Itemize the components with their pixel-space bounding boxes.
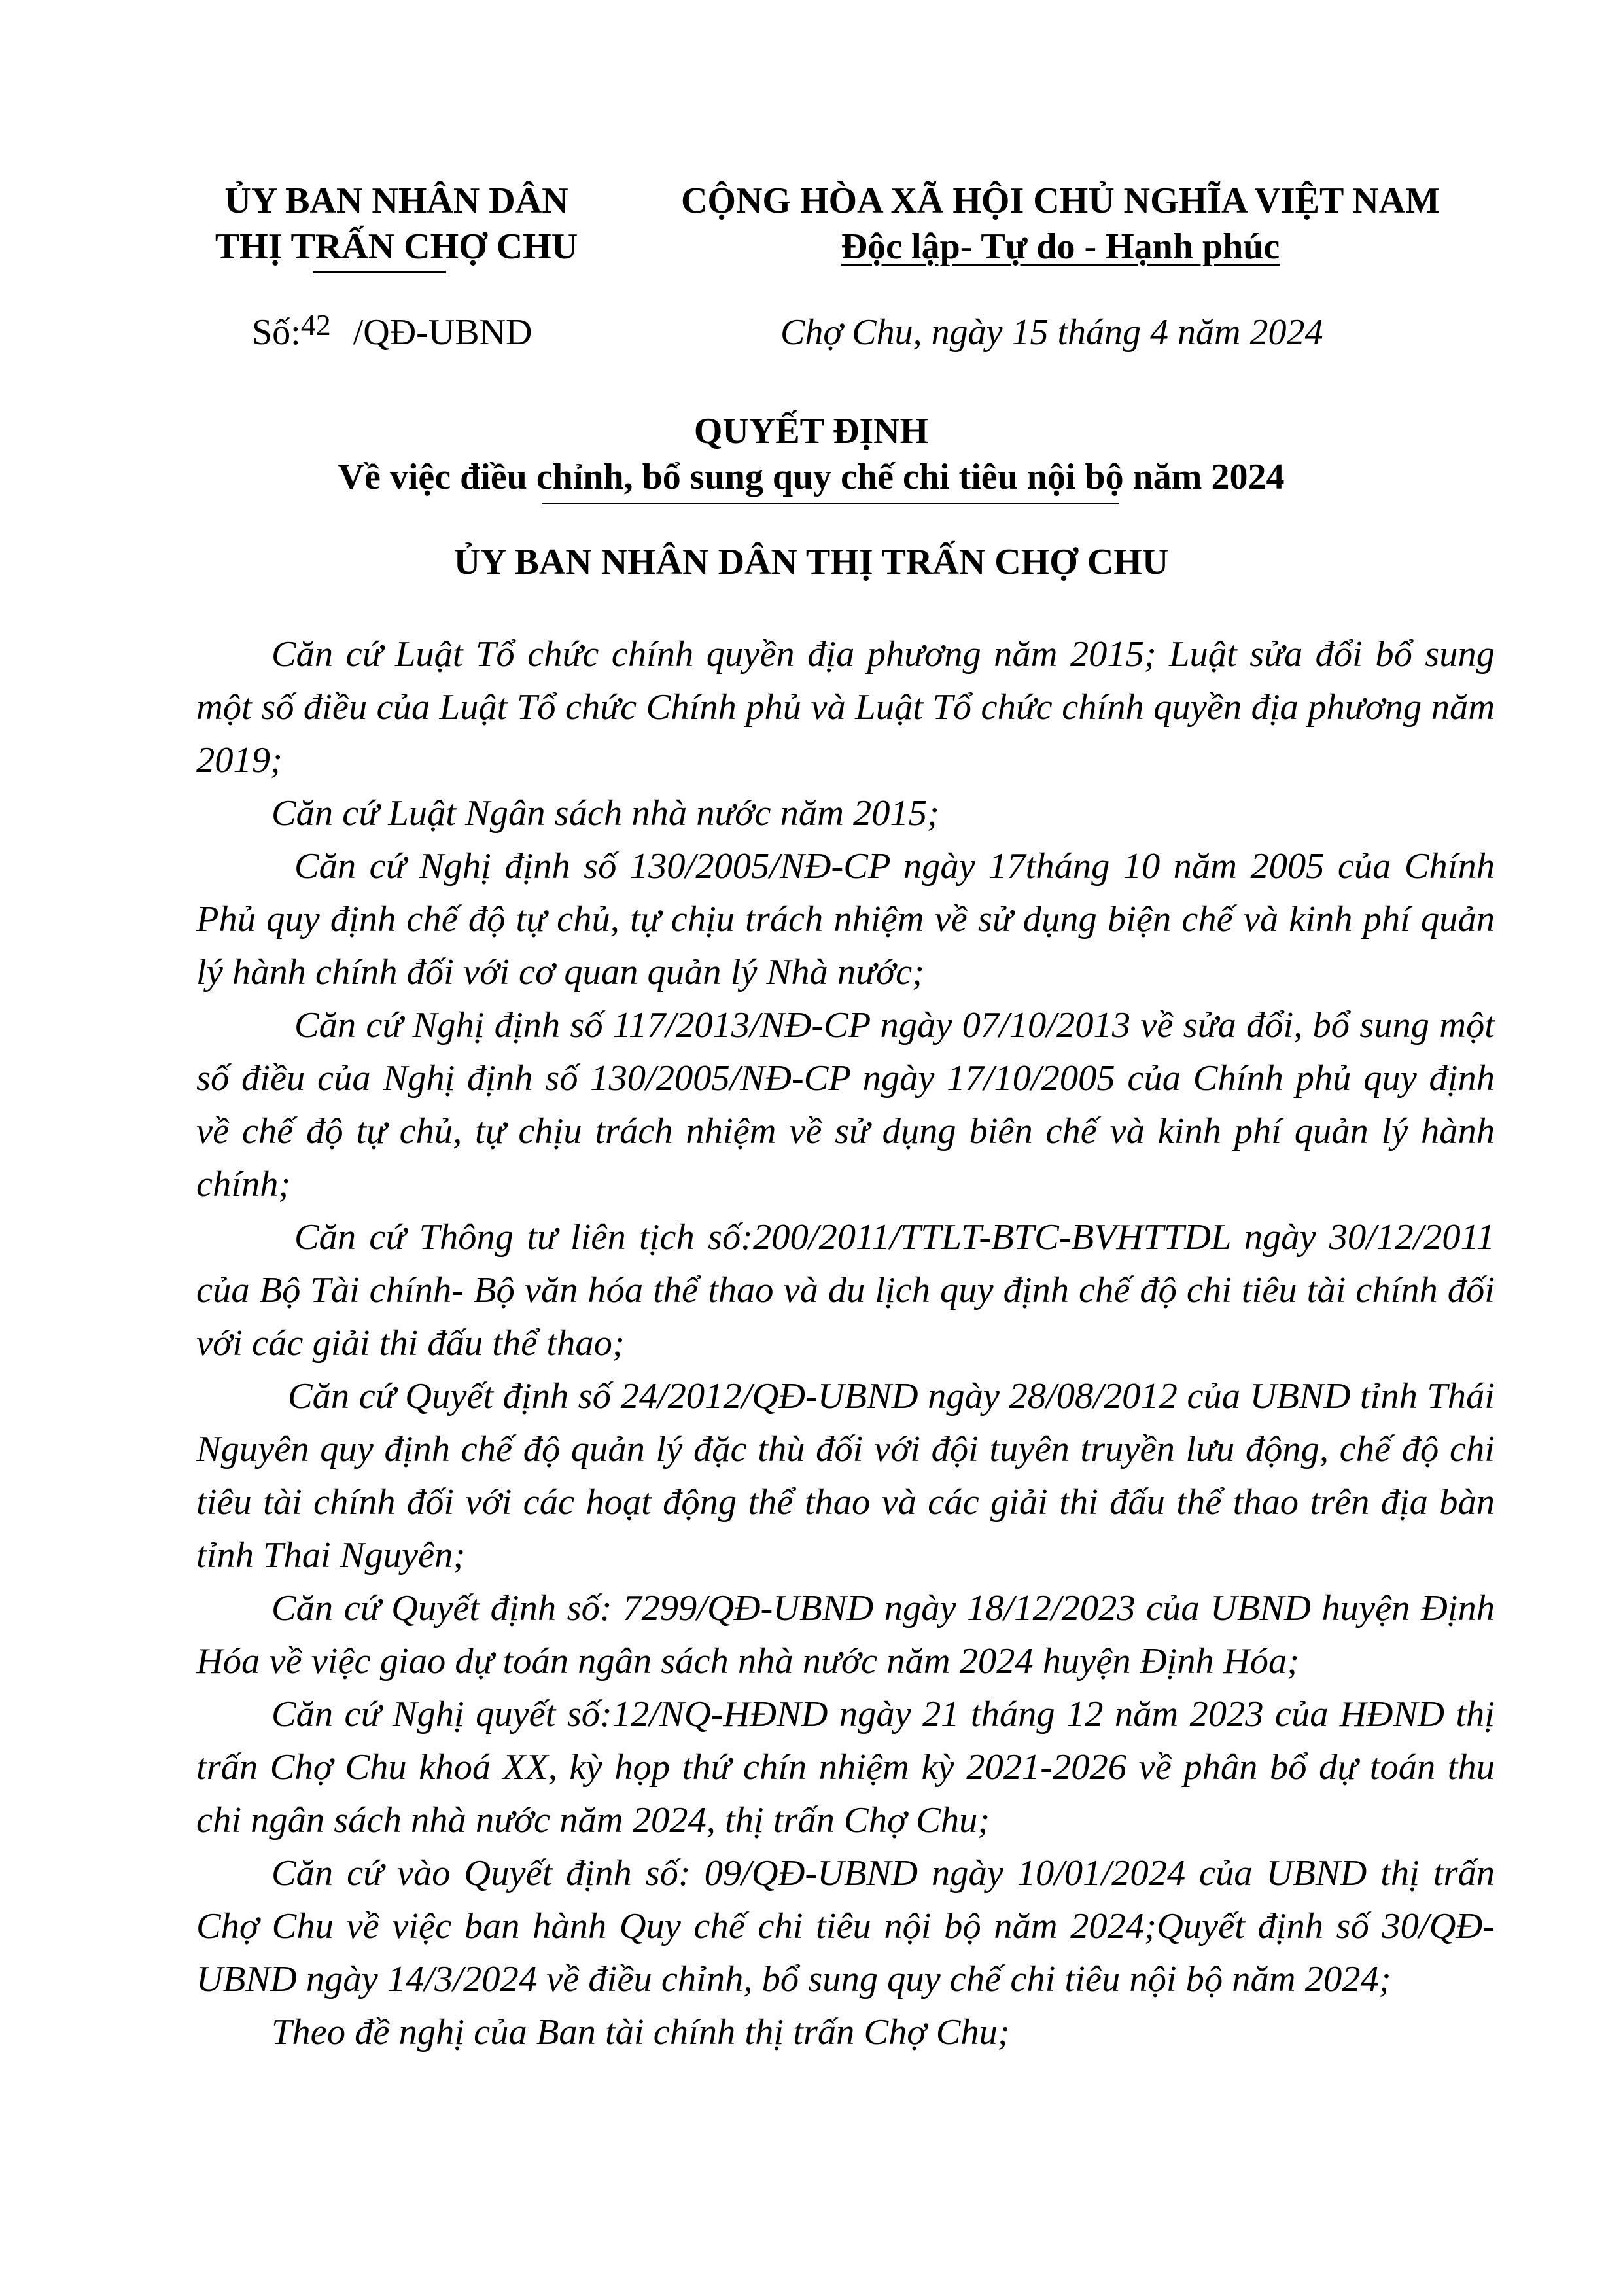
- legal-basis-section: [196, 628, 1495, 2059]
- org-underline: [313, 271, 446, 273]
- org-line-1: ỦY BAN NHÂN DÂN: [224, 181, 568, 221]
- legal-basis-paragraph: Căn cứ Luật Tổ chức chính quyền địa phương năm 2015; Luật sửa đổi bổ sung một số điều của Luật Tổ chức Chính phủ và Luật Tổ chức chính quyền địa phương năm 2019;: [196, 634, 1495, 781]
- decision-title: QUYẾT ĐỊNH: [693, 411, 929, 451]
- reference-suffix: /QĐ-UBND: [353, 312, 532, 353]
- legal-basis-paragraph: Căn cứ Nghị định số 117/2013/NĐ-CP ngày 07/10/2013 về sửa đổi, bổ sung một số điều của Nghị định số 130/2005/NĐ-CP ngày 17/10/2005 của Chính phủ quy định về chế độ tự chủ, tự chịu trách nhiệm về sử dụng biên chế và kinh phí quản lý hành chính;: [196, 1005, 1495, 1205]
- legal-basis-paragraph: Căn cứ Quyết định số 24/2012/QĐ-UBND ngày 28/08/2012 của UBND tỉnh Thái Nguyên quy định chế độ quản lý đặc thù đối với đội tuyên truyền lưu động, chế độ chi tiêu tài chính đối với các hoạt động thể thao và các giải thi đấu thể thao trên địa bàn tỉnh Thai Nguyên;: [196, 1376, 1495, 1576]
- reference-number: [252, 309, 532, 357]
- place-date: Chợ Chu, ngày 15 tháng 4 năm 2024: [780, 312, 1323, 353]
- legal-basis-paragraph: Căn cứ Nghị quyết số:12/NQ-HĐND ngày 21 tháng 12 năm 2023 của HĐND thị trấn Chợ Chu khoá XX, kỳ họp thứ chín nhiệm kỳ 2021-2026 về phân bổ dự toán thu chi ngân sách nhà nước năm 2024, thị trấn Chợ Chu;: [196, 1694, 1495, 1841]
- issuing-authority: ỦY BAN NHÂN DÂN THỊ TRẤN CHỢ CHU: [453, 542, 1169, 582]
- legal-basis-paragraph: Căn cứ Thông tư liên tịch số:200/2011/TTLT-BTC-BVHTTDL ngày 30/12/2011 của Bộ Tài chính- Bộ văn hóa thể thao và du lịch quy định chế độ chi tiêu tài chính đối với các giải thi đấu thể thao;: [196, 1217, 1495, 1364]
- legal-basis-paragraph: Căn cứ Luật Ngân sách nhà nước năm 2015;: [271, 793, 939, 834]
- legal-basis-paragraph: Căn cứ vào Quyết định số: 09/QĐ-UBND ngày 10/01/2024 của UBND thị trấn Chợ Chu về việc ban hành Quy chế chi tiêu nội bộ năm 2024;Quyết định số 30/QĐ-UBND ngày 14/3/2024 về điều chỉnh, bổ sung quy chế chi tiêu nội bộ năm 2024;: [196, 1853, 1495, 2000]
- decision-subject: Về việc điều chỉnh, bổ sung quy chế chi tiêu nội bộ năm 2024: [338, 457, 1285, 497]
- subject-underline: [542, 503, 1119, 504]
- legal-basis-paragraph: Căn cứ Quyết định số: 7299/QĐ-UBND ngày 18/12/2023 của UBND huyện Định Hóa về việc giao dự toán ngân sách nhà nước năm 2024 huyện Định Hóa;: [196, 1588, 1495, 1682]
- legal-basis-paragraph: Theo đề nghị của Ban tài chính thị trấn Chợ Chu;: [271, 2012, 1010, 2053]
- nation-motto: Độc lập- Tự do - Hạnh phúc: [841, 226, 1280, 267]
- nation-title: CỘNG HÒA XÃ HỘI CHỦ NGHĨA VIỆT NAM: [680, 181, 1440, 221]
- reference-value: 42: [300, 308, 331, 342]
- legal-basis-paragraph: Căn cứ Nghị định số 130/2005/NĐ-CP ngày 17tháng 10 năm 2005 của Chính Phủ quy định chế độ tự chủ, tự chịu trách nhiệm về sử dụng biện chế và kinh phí quản lý hành chính đối với cơ quan quản lý Nhà nước;: [196, 846, 1495, 993]
- org-line-2: THỊ TRẤN CHỢ CHU: [215, 226, 578, 267]
- reference-prefix: Số:: [252, 312, 301, 353]
